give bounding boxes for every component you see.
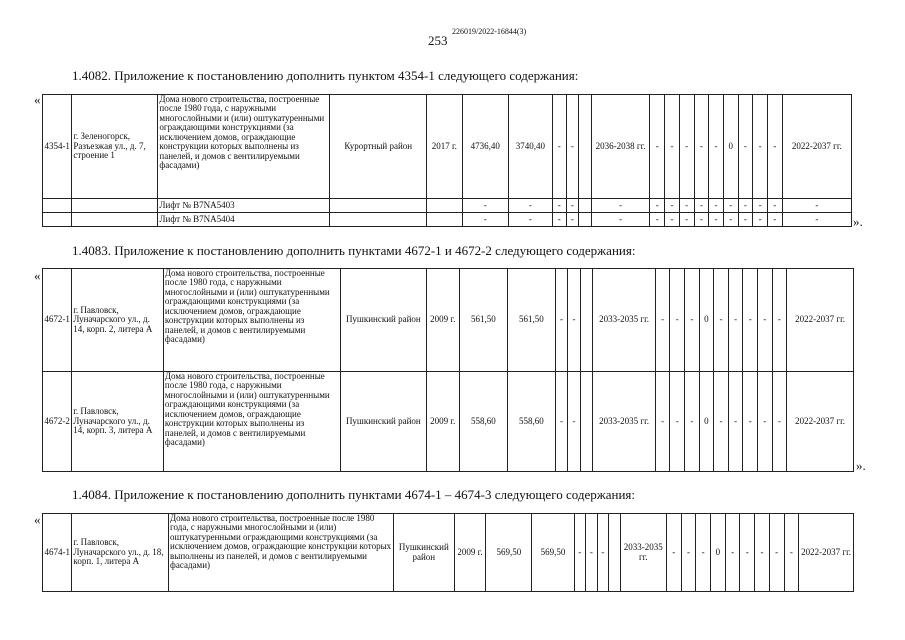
lift-cell: - [508, 199, 552, 213]
lift-cell: - [650, 199, 665, 213]
lift-cell: - [665, 199, 680, 213]
open-quote: « [34, 268, 41, 283]
address-cell: г. Павловск, Луначарского ул., д. 14, корп. 2, литера А [72, 269, 164, 372]
year-cell: 2009 г. [454, 514, 486, 592]
value-cell: - [696, 514, 711, 592]
value-cell: 0 [723, 95, 738, 199]
lift-cell: - [753, 213, 768, 227]
close-quote: ». [856, 458, 866, 473]
value-cell: - [772, 372, 787, 472]
total-area-cell: 569,50 [486, 514, 532, 592]
building-type-cell: Дома нового строительства, построенные после 1980 года, с наружными многослойными и (или) оштукатуренными ограждающими конструкциями (за исключением домов, ограждающие конструкции которых выполнены из панелей, и домов с вентилируемыми фасадами) [163, 269, 340, 372]
value-cell: 0 [711, 514, 726, 592]
value-cell: - [757, 372, 772, 472]
lift-cell: - [679, 213, 694, 227]
empty-cell [580, 269, 593, 372]
empty-cell [579, 95, 592, 199]
section-heading-4084: 1.4084. Приложение к постановлению дополнить пунктами 4674-1 – 4674-3 следующего содержания: [72, 487, 635, 502]
year-cell: 2017 г. [427, 95, 463, 199]
value-cell: - [743, 269, 758, 372]
row-number: 4672-1 [43, 269, 72, 372]
dash-cell: - [566, 95, 579, 199]
address-cell: г. Зеленогорск, Разъезжая ул., д. 7, строение 1 [72, 95, 158, 199]
year-cell: 2009 г. [426, 269, 459, 372]
value-cell: - [740, 514, 755, 592]
lift-cell: - [753, 199, 768, 213]
value-cell: - [650, 95, 665, 199]
total-area-cell: 4736,40 [462, 95, 508, 199]
period-cell: 2033-2035 гг. [593, 269, 656, 372]
close-quote: ». [853, 214, 863, 229]
lift-cell: - [767, 213, 782, 227]
row-number: 4672-2 [43, 372, 72, 472]
dash-cell: - [555, 372, 568, 472]
value-cell: - [685, 372, 700, 472]
value-cell: - [753, 95, 768, 199]
value-cell: - [666, 514, 681, 592]
dash-cell: - [555, 269, 568, 372]
value-cell: - [685, 269, 700, 372]
total-area-cell: 561,50 [459, 269, 507, 372]
period-cell: 2033-2035 гг. [593, 372, 656, 472]
value-cell: - [694, 95, 709, 199]
district-cell: Курортный район [330, 95, 427, 199]
lift-cell: - [723, 199, 738, 213]
value-cell: - [728, 269, 743, 372]
value-cell: - [681, 514, 696, 592]
lift-cell: - [767, 199, 782, 213]
lift-cell: - [679, 199, 694, 213]
value-cell: 0 [699, 269, 714, 372]
value-cell: - [670, 269, 685, 372]
open-quote: « [34, 512, 41, 527]
period-cell: 2033-2035 гг. [620, 514, 666, 592]
table-4084 [42, 513, 854, 592]
value-cell: - [728, 372, 743, 472]
living-area-cell: 569,50 [532, 514, 574, 592]
lift-name: Лифт № B7NA5403 [158, 199, 330, 213]
lift-cell: - [709, 199, 724, 213]
district-cell: Пушкинский район [393, 514, 454, 592]
value-cell: - [757, 269, 772, 372]
lift-cell: - [591, 199, 650, 213]
empty-cell [609, 514, 621, 592]
dash-cell: - [568, 372, 581, 472]
value-cell: - [709, 95, 724, 199]
section-heading-4083: 1.4083. Приложение к постановлению дополнить пунктами 4672-1 и 4672-2 следующего содержания: [72, 243, 636, 258]
year-cell: 2009 г. [426, 372, 459, 472]
value-cell: - [767, 95, 782, 199]
dash-cell: - [552, 95, 566, 199]
value-cell: - [769, 514, 784, 592]
final-period-cell: 2022-2037 гг. [787, 269, 854, 372]
value-cell: - [655, 269, 670, 372]
value-cell: - [738, 95, 753, 199]
document-id: 226019/2022-16844(3) [452, 27, 527, 36]
value-cell: - [755, 514, 770, 592]
lift-cell: - [566, 213, 579, 227]
dash-cell: - [574, 514, 586, 592]
value-cell: - [743, 372, 758, 472]
lift-name: Лифт № B7NA5404 [158, 213, 330, 227]
lift-row [43, 199, 852, 213]
address-cell: г. Павловск, Луначарского ул., д. 18, корп. 1, литера А [72, 514, 169, 592]
lift-cell: - [462, 199, 508, 213]
section-heading-4082: 1.4082. Приложение к постановлению дополнить пунктом 4354-1 следующего содержания: [72, 68, 579, 83]
page-number: 253 [428, 33, 448, 48]
lift-cell: - [709, 213, 724, 227]
total-area-cell: 558,60 [459, 372, 507, 472]
lift-cell: - [665, 213, 680, 227]
value-cell: - [665, 95, 680, 199]
dash-cell: - [568, 269, 581, 372]
period-cell: 2036-2038 гг. [591, 95, 650, 199]
building-type-cell: Дома нового строительства, построенные после 1980 года, с наружными многослойными и (или) оштукатуренными ограждающими конструкциями (за исключением домов, ограждающие конструкции которых выполнены из панелей, и домов с вентилируемыми фасадами) [169, 514, 394, 592]
value-cell: - [655, 372, 670, 472]
value-cell: 0 [699, 372, 714, 472]
value-cell: - [679, 95, 694, 199]
building-type-cell: Дома нового строительства, построенные после 1980 года, с наружными многослойными и (или) оштукатуренными ограждающими конструкциями (за исключением домов, ограждающие конструкции которых выполнены из панелей, и домов с вентилируемыми фасадами) [158, 95, 330, 199]
lift-cell: - [738, 199, 753, 213]
value-cell: - [714, 372, 729, 472]
value-cell: - [784, 514, 799, 592]
lift-cell: - [723, 213, 738, 227]
lift-cell: - [782, 213, 851, 227]
value-cell: - [670, 372, 685, 472]
table-row [43, 514, 854, 592]
living-area-cell: 561,50 [507, 269, 555, 372]
lift-cell: - [694, 199, 709, 213]
final-period-cell: 2022-2037 гг. [782, 95, 851, 199]
district-cell: Пушкинский район [341, 269, 426, 372]
row-number: 4674-1 [43, 514, 72, 592]
dash-cell: - [597, 514, 609, 592]
final-period-cell: 2022-2037 гг. [787, 372, 854, 472]
living-area-cell: 3740,40 [508, 95, 552, 199]
table-4082 [42, 94, 852, 227]
lift-cell: - [650, 213, 665, 227]
lift-row [43, 213, 852, 227]
district-cell: Пушкинский район [341, 372, 426, 472]
building-type-cell: Дома нового строительства, построенные после 1980 года, с наружными многослойными и (или) оштукатуренными ограждающими конструкциями (за исключением домов, ограждающие конструкции которых выполнены из панелей, и домов с вентилируемыми фасадами) [163, 372, 340, 472]
living-area-cell: 558,60 [507, 372, 555, 472]
table-row [43, 372, 854, 472]
value-cell: - [725, 514, 740, 592]
lift-cell: - [566, 199, 579, 213]
open-quote: « [34, 92, 41, 107]
value-cell: - [714, 269, 729, 372]
value-cell: - [772, 269, 787, 372]
table-row [43, 95, 852, 199]
table-4083 [42, 268, 854, 472]
lift-cell: - [552, 199, 566, 213]
address-cell: г. Павловск, Луначарского ул., д. 14, корп. 3, литера А [72, 372, 164, 472]
lift-cell: - [552, 213, 566, 227]
row-number: 4354-1 [43, 95, 72, 199]
dash-cell: - [586, 514, 598, 592]
table-row [43, 269, 854, 372]
lift-cell: - [694, 213, 709, 227]
final-period-cell: 2022-2037 гг. [799, 514, 854, 592]
lift-cell: - [462, 213, 508, 227]
lift-cell: - [591, 213, 650, 227]
lift-cell: - [508, 213, 552, 227]
empty-cell [580, 372, 593, 472]
lift-cell: - [782, 199, 851, 213]
lift-cell: - [738, 213, 753, 227]
